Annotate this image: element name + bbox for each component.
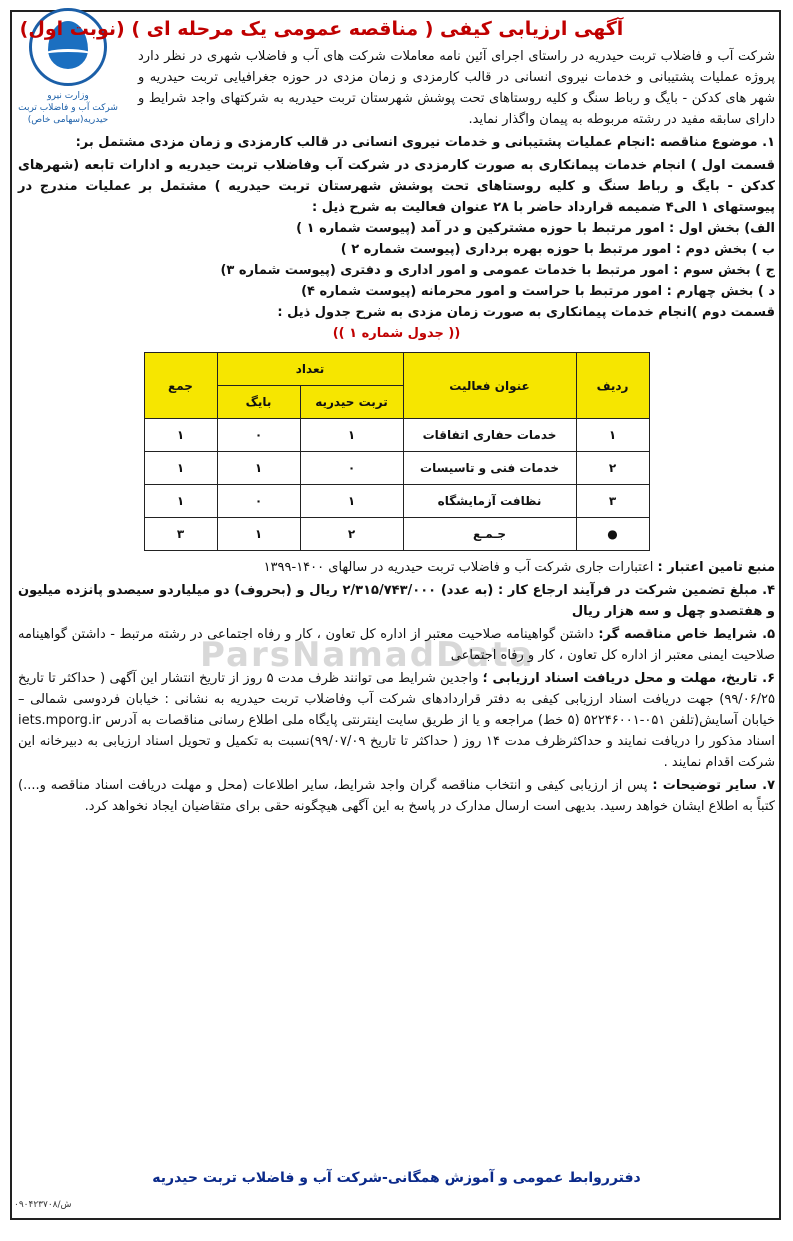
item-5-label: ۵. شرایط خاص مناقصه گر: — [598, 627, 775, 642]
header-count: تعداد — [217, 353, 403, 386]
table-row — [144, 485, 649, 518]
cell-bayg: ۰ — [217, 419, 300, 452]
cell-activity: خدمات حفاری اتفاقات — [403, 419, 576, 452]
cell-total: ۱ — [144, 485, 217, 518]
section-d: د ) بخش چهارم : امور مرتبط با حراست و امور محرمانه (پیوست شماره ۴) — [301, 284, 775, 299]
cell-activity: نظافت آزمایشگاه — [403, 485, 576, 518]
notice-title: آگهی ارزیابی کیفی ( مناقصه عمومی یک مرحله ای ) (نوبت اول) — [19, 18, 624, 40]
header-bayg: بایگ — [217, 386, 300, 419]
item-6-deadline — [18, 668, 775, 773]
cell-bayg: ۱ — [217, 518, 300, 551]
activity-table — [144, 352, 650, 551]
item-5-conditions — [18, 624, 775, 666]
item-5-text: داشتن گواهینامه صلاحیت معتبر از اداره کل تعاون ، کار و رفاه اجتماعی در رشته مرتبط - داشتن گواهینامه صلاحیت ایمنی معتبر از اداره کل تعاون ، کار و رفاه اجتماعی — [18, 627, 775, 663]
cell-row: ● — [576, 518, 649, 551]
item-1-subject: ۱. موضوع مناقصه :انجام عملیات پشتیبانی و خدمات نیروی انسانی در قالب کارمزدی و زمان مزدی مشتمل بر: — [75, 135, 775, 150]
cell-activity: خدمات فنی و تاسیسات — [403, 452, 576, 485]
notice-body — [18, 14, 775, 817]
cell-row: ۳ — [576, 485, 649, 518]
header-row-number: ردیف — [576, 353, 649, 419]
logo-line-1: وزارت نیرو — [47, 91, 89, 101]
section-b: ب ) بخش دوم : امور مرتبط با حوزه بهره برداری (پیوست شماره ۲ ) — [340, 242, 775, 257]
cell-torbat: ۱ — [300, 485, 403, 518]
header-total: جمع — [144, 353, 217, 419]
cell-total: ۳ — [144, 518, 217, 551]
header-torbat: تربت حیدریه — [300, 386, 403, 419]
cell-activity: جـمـع — [403, 518, 576, 551]
logo-line-3: حیدریه(سهامی خاص) — [27, 115, 109, 125]
cell-row: ۲ — [576, 452, 649, 485]
cell-bayg: ۱ — [217, 452, 300, 485]
cell-torbat: ۱ — [300, 419, 403, 452]
footer-signature: دفترروابط عمومی و آموزش همگانی-شرکت آب و فاضلاب تربت حیدریه — [152, 1170, 641, 1186]
section-c: ج ) بخش سوم : امور مرتبط با خدمات عمومی و امور اداری و دفتری (پیوست شماره ۳) — [220, 263, 775, 278]
part-1-text: قسمت اول ) انجام خدمات پیمانکاری به صورت کارمزدی در شرکت آب وفاضلاب تربت حیدریه و ادارات تابعه (شهرهای کدکن - بایگ و رباط سنگ و کلیه روستاهای تحت پوشش شهرستان تربت حیدریه ) مشتمل بر عملیات مندرج در پیوستهای ۱ الی۴ ضمیمه قرارداد حاضر با ۲۸ عنوان فعالیت به شرح ذیل : — [18, 158, 775, 215]
item-7-label: ۷. سایر توضیحات : — [652, 778, 775, 793]
header-activity: عنوان فعالیت — [403, 353, 576, 419]
watermark: ParsNamadData — [200, 635, 535, 675]
item-4-guarantee: ۴. مبلغ تضمین شرکت در فرآیند ارجاع کار : (به عدد) ۲/۳۱۵/۷۴۳/۰۰۰ ریال و (بحروف) دو میلیاردو سیصدو پانزده میلیون و هفتصدو چهل و سه هزار ریال — [18, 583, 775, 619]
logo-line-2: شرکت آب و فاضلاب تربت — [18, 103, 118, 113]
intro-paragraph: شرکت آب و فاضلاب تربت حیدریه در راستای اجرای آئین نامه معاملات شرکت های آب و فاضلاب شهری در نظر دارد پروژه عملیات پشتیبانی و خدمات نیروی انسانی در قالب کارمزدی و زمان مزدی در حوزه جغرافیایی تربت حیدریه و شهر های کدکن - بایگ و رباط سنگ و کلیه روستاهای تحت پوشش شهرستان تربت حیدریه به شرکتهای واجد شرایط و دارای سابقه مفید در رشته مربوطه به پیمان واگذار نماید. — [138, 49, 775, 127]
table-row — [144, 419, 649, 452]
document-code: ۰۹۰۴۲۳۷۰۸/ش — [14, 1200, 72, 1210]
table-row — [144, 452, 649, 485]
cell-bayg: ۰ — [217, 485, 300, 518]
table-caption: (( جدول شماره ۱ )) — [332, 326, 461, 341]
item-7-notes — [18, 775, 775, 817]
cell-row: ۱ — [576, 419, 649, 452]
cell-total: ۱ — [144, 452, 217, 485]
cell-torbat: ۰ — [300, 452, 403, 485]
item-6-label: ۶. تاریخ، مهلت و محل دریافت اسناد ارزیابی ؛ — [482, 671, 775, 686]
section-a: الف) بخش اول : امور مرتبط با حوزه مشترکین و در آمد (پیوست شماره ۱ ) — [296, 221, 775, 236]
funding-text: اعتبارات جاری شرکت آب و فاضلاب تربت حیدریه در سالهای ۱۴۰۰-۱۳۹۹ — [263, 560, 654, 575]
table-row-total — [144, 518, 649, 551]
cell-total: ۱ — [144, 419, 217, 452]
funding-source — [18, 557, 775, 578]
part-2-text: قسمت دوم )انجام خدمات پیمانکاری به صورت زمان مزدی به شرح جدول ذیل : — [277, 305, 775, 320]
item-6-text: واجدین شرایط می توانند ظرف مدت ۵ روز از تاریخ انتشار این آگهی ( حداکثر تا تاریخ ۹۹/۰۶/۲۵) جهت دریافت اسناد ارزیابی کیفی به دفتر قراردادهای شرکت آب وفاضلاب تربت حیدریه به نشانی : خیابان فردوسی شمالی – خیابان آسایش(تلفن ۰۵۱-۵۲۲۴۶۰۰۱ (۵ خط) مراجعه و یا از طریق سایت اینترنتی پایگاه ملی اطلاع رسانی مناقصات به آدرس iets.mporg.ir اسناد مذکور را دریافت نمایند و حداکثرظرف مدت ۱۴ روز ( حداکثر تا تاریخ ۹۹/۰۷/۰۹)نسبت به تکمیل و تحویل اسناد ارزیابی به دبیرخانه این شرکت اقدام نمایند . — [18, 671, 775, 770]
funding-label: منبع تامین اعتبار : — [657, 560, 775, 575]
cell-torbat: ۲ — [300, 518, 403, 551]
item-7-text: پس از ارزیابی کیفی و انتخاب مناقصه گران واجد شرایط، سایر اطلاعات (محل و مهلت دریافت اسناد مناقصه و....) کتباً به اطلاع ایشان خواهد رسید. بدیهی است ارسال مدارک در پاسخ به این آگهی هیچگونه حقی برای متقاضیان ایجاد نخواهد کرد. — [18, 778, 775, 814]
